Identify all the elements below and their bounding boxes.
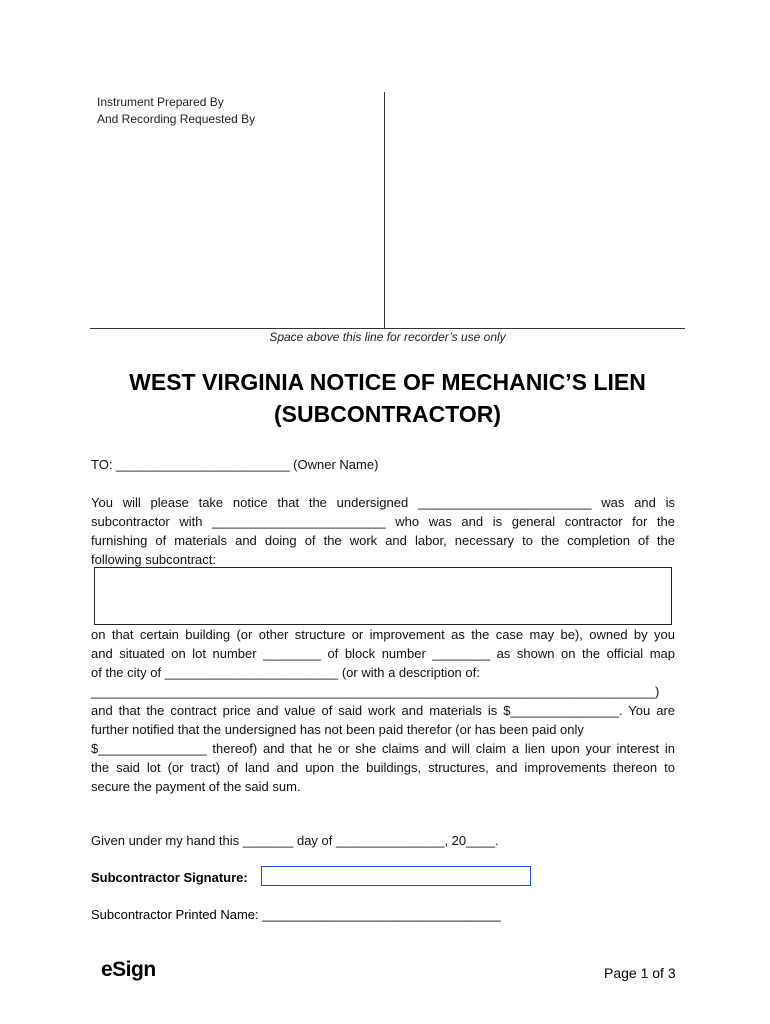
title-line1: WEST VIRGINIA NOTICE OF MECHANIC’S LIEN: [129, 369, 646, 395]
notice-line: furnishing of materials and doing of the work and labor, necessary to the completion of the: [91, 533, 675, 548]
notice-line: following subcontract:: [91, 552, 217, 567]
prepared-by-block: [97, 94, 255, 128]
printed-name-line: Subcontractor Printed Name: _________________________________: [91, 907, 501, 922]
recorder-note: Space above this line for recorder’s use only: [269, 330, 506, 344]
body-line: secure the payment of the said sum.: [91, 779, 301, 794]
notice-line: subcontractor with ________________________ who was and is general contractor for the: [91, 514, 675, 529]
signature-field[interactable]: [261, 866, 531, 886]
lien-body-paragraph: [91, 625, 691, 796]
body-line: and situated on lot number ________ of block number ________ as shown on the official map: [91, 646, 675, 661]
notice-line: You will please take notice that the undersigned ________________________ was and is: [91, 495, 675, 510]
to-owner-line: [91, 455, 691, 474]
recorder-divider-horizontal: [90, 328, 685, 329]
title-line2: (SUBCONTRACTOR): [273, 401, 501, 427]
esign-logo: eSign: [101, 958, 156, 981]
body-line: of the city of ________________________ (or with a description of:: [91, 665, 480, 680]
body-line: ______________________________________________________________________________): [91, 684, 660, 699]
body-line: the said lot (or tract) of land and upon the buildings, structures, and improvements thereon to: [91, 760, 675, 775]
body-line: and that the contract price and value of said work and materials is $_______________. You are: [91, 703, 675, 718]
notice-paragraph: [91, 493, 691, 569]
body-line: on that certain building (or other structure or improvement as the case may be), owned by you: [91, 627, 675, 642]
document-title: [90, 366, 685, 430]
body-line: further notified that the undersigned has not been paid therefor (or has been paid only: [91, 722, 584, 737]
to-owner-text: TO: ________________________ (Owner Name): [91, 457, 379, 472]
page-number: Page 1 of 3: [604, 965, 676, 981]
signature-label: Subcontractor Signature:: [91, 870, 248, 885]
subcontract-description-field[interactable]: [94, 567, 672, 625]
body-line: $_______________ thereof) and that he or she claims and will claim a lien upon your interest in: [91, 741, 675, 756]
given-text: Given under my hand this _______ day of _______________, 20____.: [91, 833, 499, 848]
prepared-by-line1: Instrument Prepared By: [97, 95, 224, 109]
prepared-by-line2: And Recording Requested By: [97, 112, 256, 126]
recorder-divider-vertical: [384, 92, 385, 328]
given-under-hand-line: [91, 831, 691, 850]
